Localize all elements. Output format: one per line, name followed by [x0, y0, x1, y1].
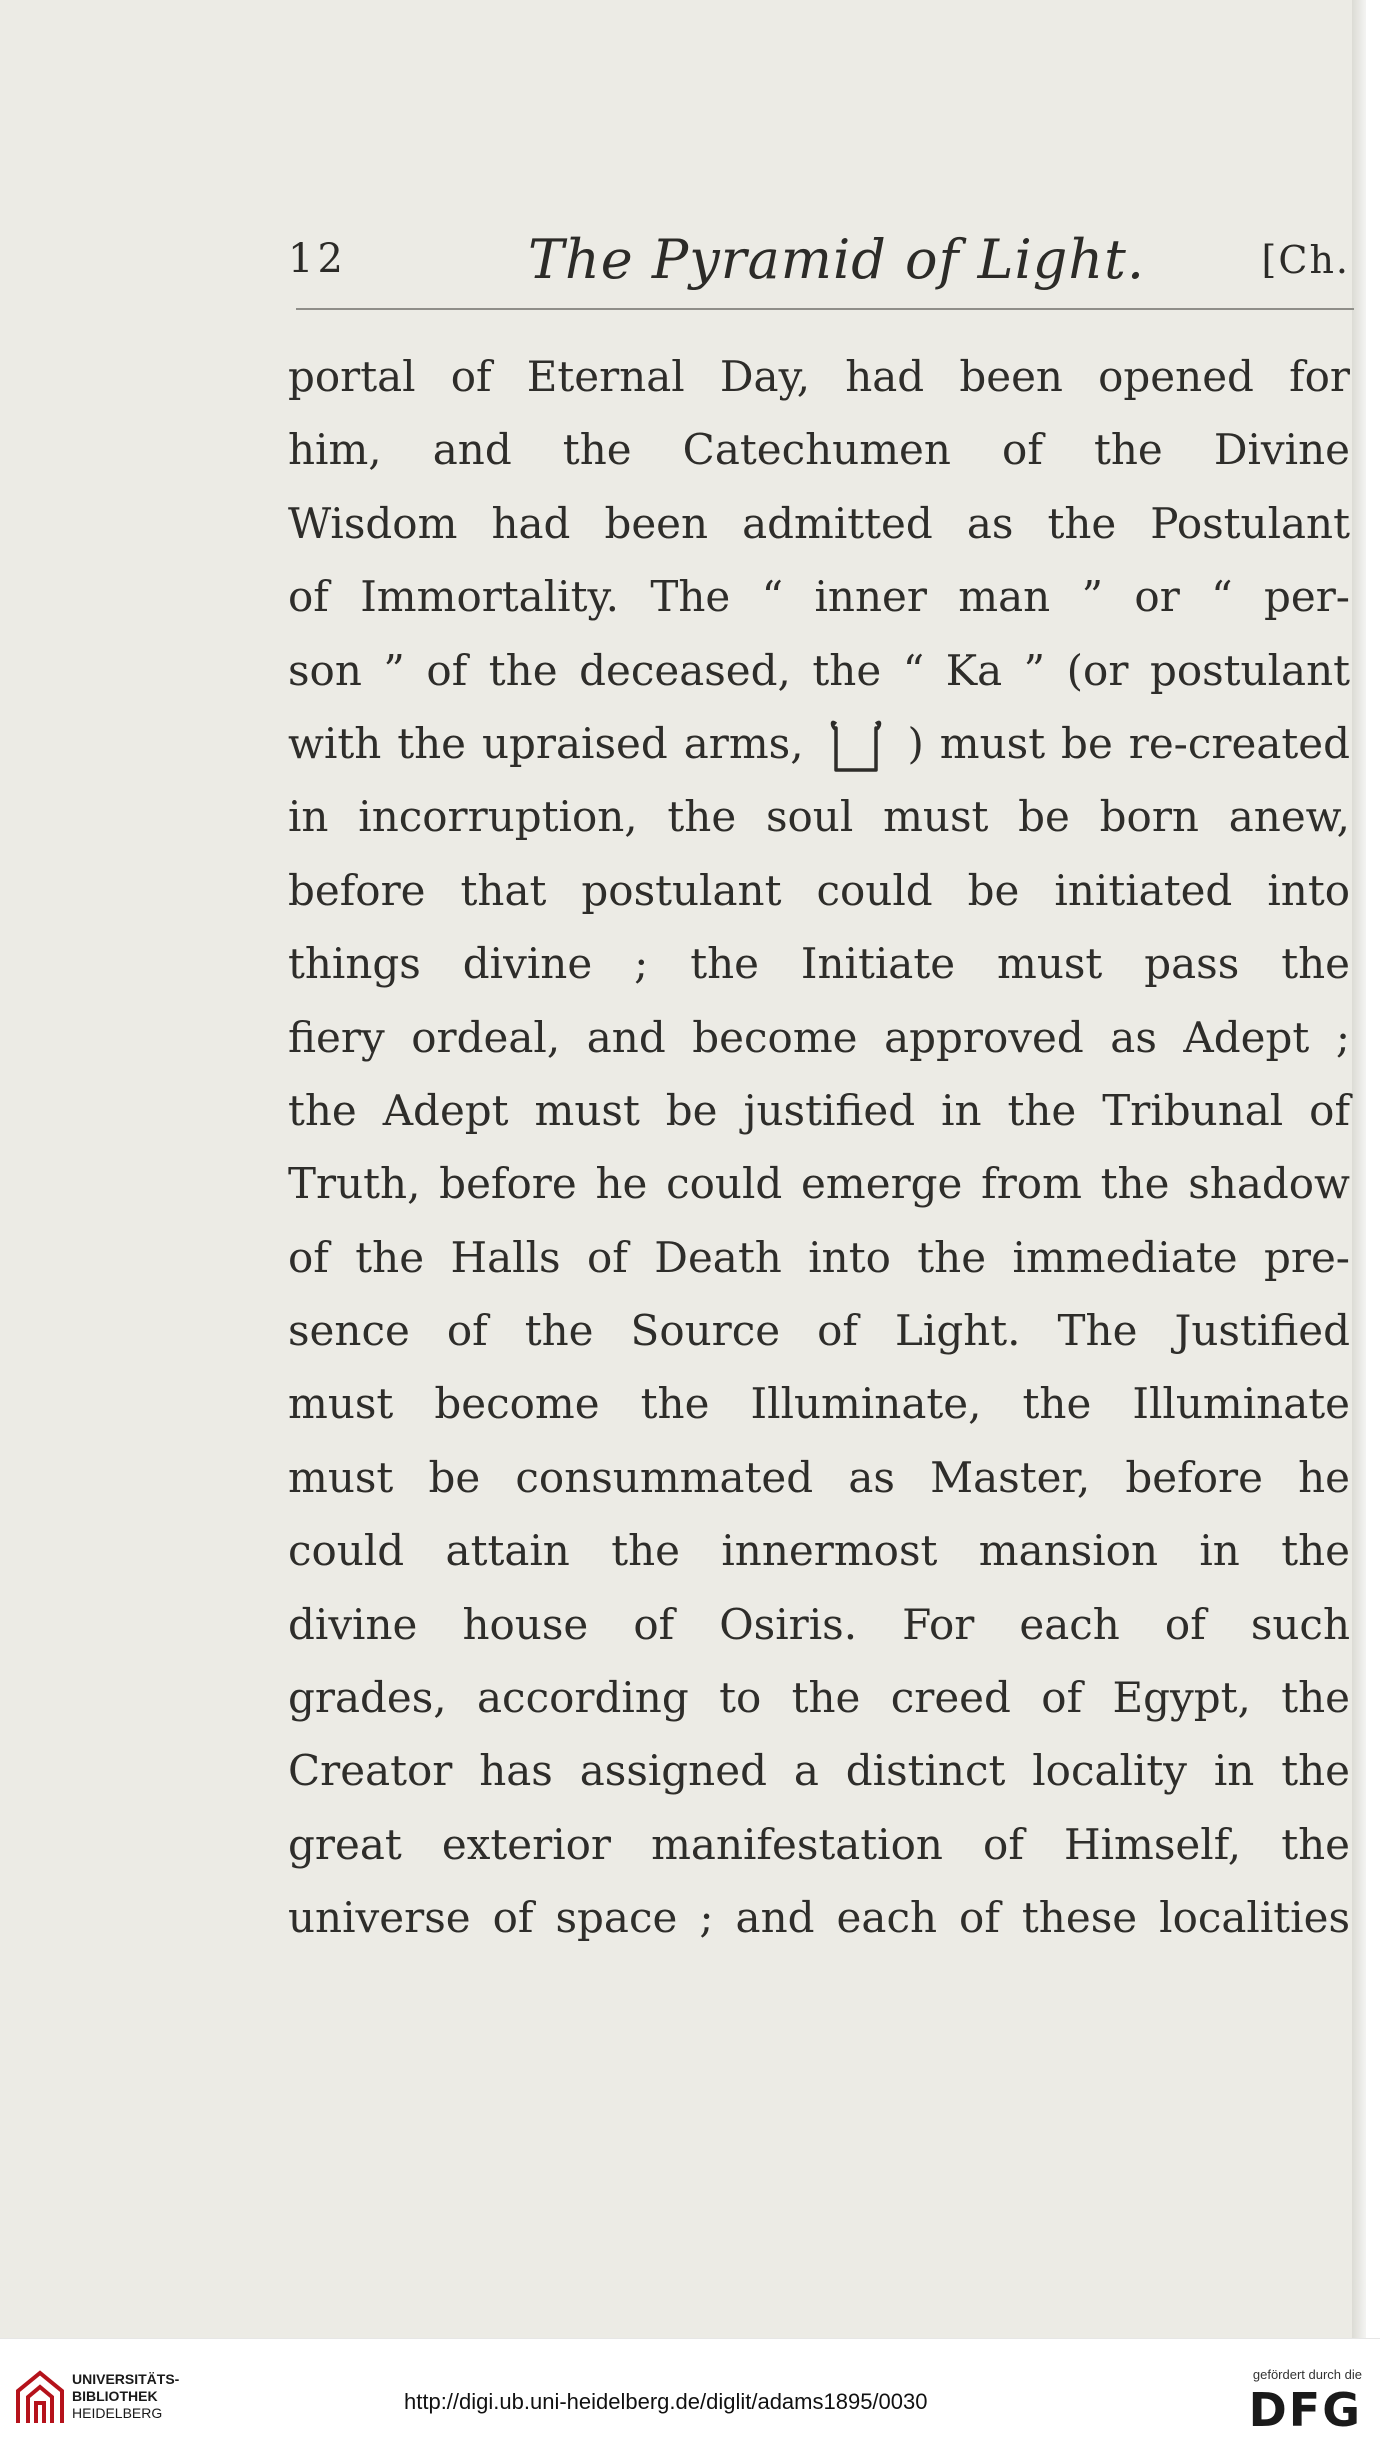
- text-line: sence of the Source of Light. The Justified: [288, 1306, 1350, 1356]
- text-line: before that postulant could be initiated into: [288, 865, 1350, 915]
- glyph-line-before: with the upraised arms,: [288, 718, 804, 768]
- text-line: must be consummated as Master, before he: [288, 1452, 1350, 1502]
- library-name-line-3: HEIDELBERG: [72, 2405, 163, 2421]
- text-line: of Immortality. The “ inner man ” or “ per-: [288, 572, 1350, 622]
- text-line: of the Halls of Death into the immediate pre-: [288, 1232, 1350, 1282]
- text-line: the Adept must be justified in the Tribunal of: [288, 1085, 1350, 1135]
- text-line: Truth, before he could emerge from the shadow: [288, 1159, 1350, 1209]
- library-name-line-1: UNIVERSITÄTS-: [72, 2371, 180, 2387]
- text-line: must become the Illuminate, the Illuminate: [288, 1379, 1350, 1429]
- library-name-line-2: BIBLIOTHEK: [72, 2388, 158, 2404]
- footer-bar: [0, 2338, 1380, 2441]
- text-line: things divine ; the Initiate must pass the: [288, 939, 1350, 989]
- text-line: grades, according to the creed of Egypt, the: [288, 1673, 1350, 1723]
- text-line: portal of Eternal Day, had been opened for: [288, 352, 1350, 401]
- ka-hieroglyph-icon: [826, 718, 886, 776]
- text-line-with-glyph: [288, 707, 1350, 780]
- text-line: could attain the innermost mansion in the: [288, 1526, 1350, 1576]
- text-line: son ” of the deceased, the “ Ka ” (or postulant: [288, 645, 1350, 695]
- text-line: fiery ordeal, and become approved as Adept ;: [288, 1012, 1350, 1062]
- page-edge-shadow: [1352, 0, 1366, 2338]
- text-line: Creator has assigned a distinct locality in the: [288, 1746, 1350, 1796]
- text-line: him, and the Catechumen of the Divine: [288, 425, 1350, 475]
- body-text: [288, 340, 1350, 1955]
- dfg-logo: DFG: [1248, 2383, 1362, 2437]
- university-library-name: [72, 2371, 179, 2422]
- university-library-logo-icon: [14, 2369, 66, 2427]
- text-line: great exterior manifestation of Himself, the: [288, 1819, 1350, 1869]
- page-number: 12: [288, 236, 347, 282]
- text-line: divine house of Osiris. For each of such: [288, 1599, 1350, 1649]
- chapter-label: [Ch.: [1261, 238, 1350, 282]
- text-line: Wisdom had been admitted as the Postulant: [288, 498, 1350, 548]
- funded-by-label: gefördert durch die: [1252, 2367, 1362, 2382]
- header-rule: [296, 308, 1354, 310]
- glyph-line-after: ) must be re-created: [907, 718, 1350, 768]
- text-line: universe of space ; and each of these localities: [288, 1893, 1350, 1943]
- running-head: [288, 228, 1350, 298]
- digital-copy-url[interactable]: http://digi.ub.uni-heidelberg.de/diglit/adams1895/0030: [404, 2389, 928, 2414]
- running-title: The Pyramid of Light.: [528, 228, 1145, 291]
- text-line: in incorruption, the soul must be born anew,: [288, 792, 1350, 842]
